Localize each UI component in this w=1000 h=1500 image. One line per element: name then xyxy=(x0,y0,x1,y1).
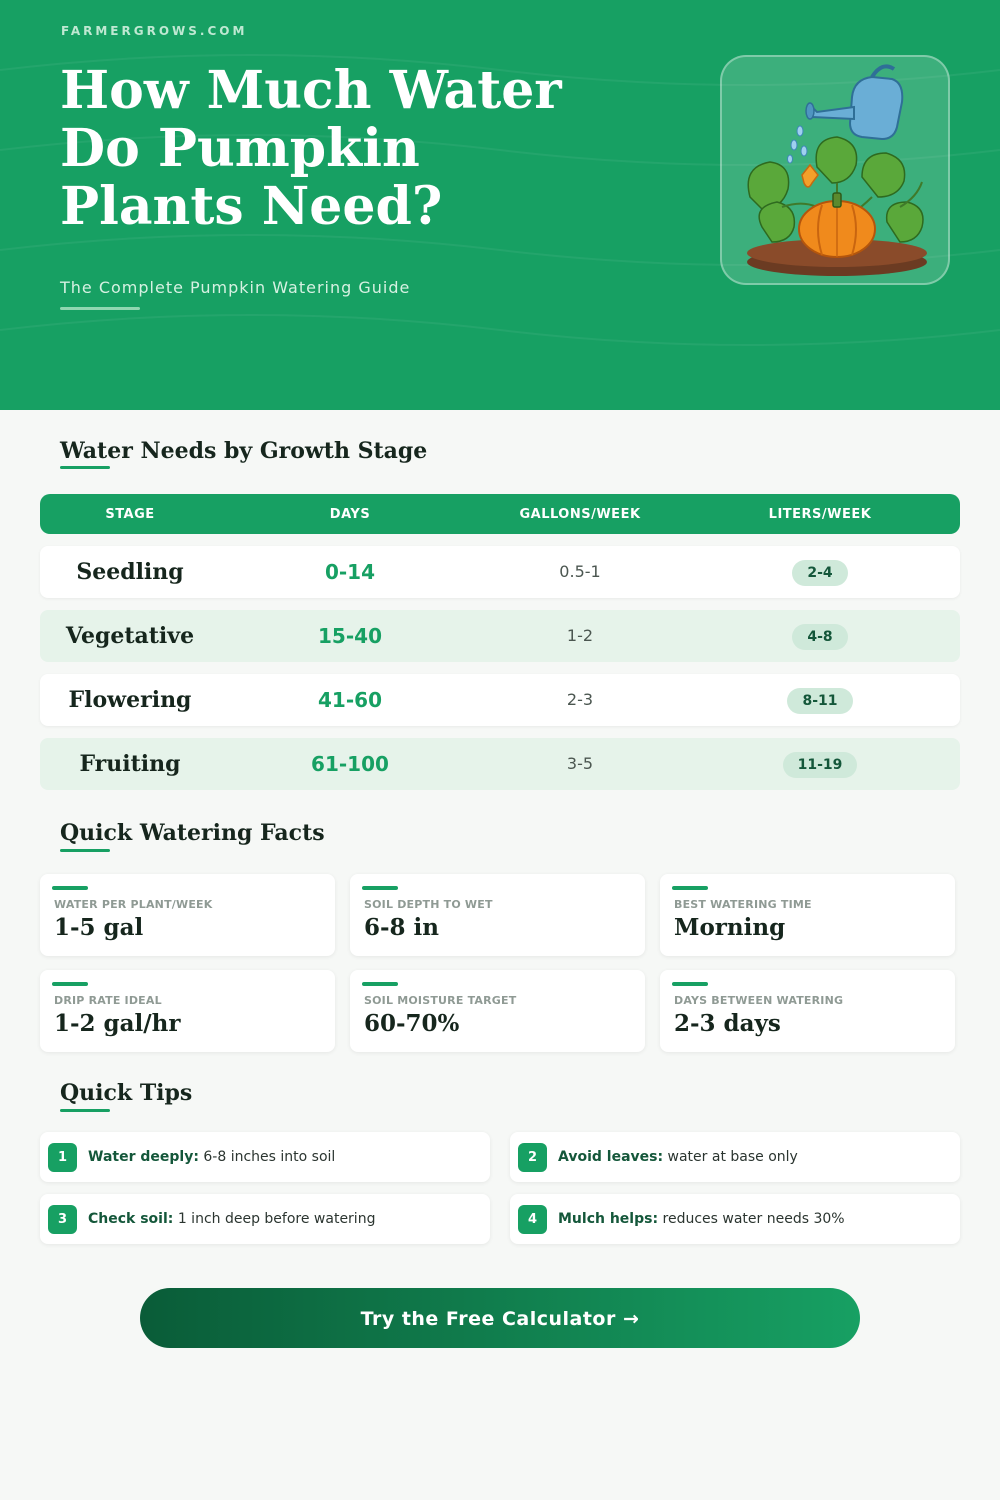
table-row-seedling xyxy=(40,546,960,598)
facts-heading: Quick Watering Facts xyxy=(60,820,325,846)
fact-label: SOIL DEPTH TO WET xyxy=(364,898,493,911)
tip-number-badge: 1 xyxy=(48,1143,77,1172)
fact-card xyxy=(40,970,335,1052)
calculator-cta-button[interactable]: Try the Free Calculator → xyxy=(140,1288,860,1348)
tip-item xyxy=(40,1194,490,1244)
tip-detail: water at base only xyxy=(663,1149,798,1165)
fact-value: 60-70% xyxy=(364,1010,460,1037)
table-header xyxy=(40,494,960,534)
tip-item xyxy=(510,1132,960,1182)
stage-name: Seedling xyxy=(76,559,184,585)
tip-text xyxy=(88,1132,335,1182)
fact-accent-bar xyxy=(52,982,88,986)
watering-can-pumpkin-illustration xyxy=(722,57,952,287)
stage-liters-badge: 11-19 xyxy=(783,752,858,778)
stage-name: Vegetative xyxy=(65,623,195,649)
watering-can-icon xyxy=(806,66,902,139)
page-title: How Much Water Do Pumpkin Plants Need? xyxy=(60,60,562,237)
stage-name: Fruiting xyxy=(79,751,181,777)
tip-text xyxy=(88,1194,375,1244)
growth-stage-heading: Water Needs by Growth Stage xyxy=(60,438,428,464)
tips-heading-underline xyxy=(60,1109,110,1112)
table-row-fruiting xyxy=(40,738,960,790)
tip-detail: 6-8 inches into soil xyxy=(198,1149,336,1165)
illustration-card xyxy=(720,55,950,285)
fact-value: Morning xyxy=(674,914,786,941)
fact-card xyxy=(660,970,955,1052)
fact-accent-bar xyxy=(362,886,398,890)
fact-value: 1-2 gal/hr xyxy=(54,1010,181,1037)
tip-number-badge: 3 xyxy=(48,1205,77,1234)
stage-liters-badge: 4-8 xyxy=(792,624,847,650)
stage-liters-badge: 8-11 xyxy=(787,688,852,714)
fact-value: 2-3 days xyxy=(674,1010,781,1037)
tip-heading: Check soil: xyxy=(88,1211,174,1227)
stage-gallons: 2-3 xyxy=(566,690,594,709)
tip-number-badge: 4 xyxy=(518,1205,547,1234)
stage-days: 0-14 xyxy=(324,560,376,584)
fact-value: 1-5 gal xyxy=(54,914,144,941)
tips-heading: Quick Tips xyxy=(60,1080,193,1106)
fact-card xyxy=(350,874,645,956)
fact-label: DAYS BETWEEN WATERING xyxy=(674,994,844,1007)
tip-heading: Mulch helps: xyxy=(558,1211,659,1227)
fact-label: BEST WATERING TIME xyxy=(674,898,812,911)
table-row-vegetative xyxy=(40,610,960,662)
fact-card xyxy=(660,874,955,956)
column-header-liters: LITERS/WEEK xyxy=(768,507,872,522)
fact-card xyxy=(40,874,335,956)
pumpkin-icon xyxy=(799,193,875,257)
stage-days: 61-100 xyxy=(311,752,389,776)
page-subtitle: The Complete Pumpkin Watering Guide xyxy=(60,278,411,297)
tip-detail: 1 inch deep before watering xyxy=(173,1211,376,1227)
fact-label: SOIL MOISTURE TARGET xyxy=(364,994,517,1007)
stage-liters-badge: 2-4 xyxy=(792,560,847,586)
column-header-days: DAYS xyxy=(329,507,371,522)
tip-item xyxy=(510,1194,960,1244)
column-header-gallons: GALLONS/WEEK xyxy=(519,507,641,522)
stage-days: 41-60 xyxy=(318,688,382,712)
tip-detail: reduces water needs 30% xyxy=(658,1211,845,1227)
tip-item xyxy=(40,1132,490,1182)
table-row-flowering xyxy=(40,674,960,726)
tip-number-badge: 2 xyxy=(518,1143,547,1172)
fact-value: 6-8 in xyxy=(364,914,440,941)
site-brand: FARMERGROWS.COM xyxy=(61,24,248,38)
subtitle-underline xyxy=(60,307,140,310)
column-header-stage: STAGE xyxy=(105,507,155,522)
fact-accent-bar xyxy=(672,982,708,986)
fact-label: DRIP RATE IDEAL xyxy=(54,994,162,1007)
stage-gallons: 0.5-1 xyxy=(559,562,601,581)
hero-banner xyxy=(0,0,1000,410)
tip-heading: Avoid leaves: xyxy=(558,1149,664,1165)
fact-accent-bar xyxy=(672,886,708,890)
fact-label: WATER PER PLANT/WEEK xyxy=(54,898,213,911)
tip-text xyxy=(558,1194,845,1244)
growth-stage-heading-underline xyxy=(60,466,110,469)
tip-text xyxy=(558,1132,798,1182)
stage-name: Flowering xyxy=(68,687,192,713)
facts-heading-underline xyxy=(60,849,110,852)
stage-gallons: 1-2 xyxy=(566,626,594,645)
fact-accent-bar xyxy=(362,982,398,986)
tip-heading: Water deeply: xyxy=(88,1149,199,1165)
fact-card xyxy=(350,970,645,1052)
fact-accent-bar xyxy=(52,886,88,890)
stage-days: 15-40 xyxy=(318,624,382,648)
stage-gallons: 3-5 xyxy=(566,754,594,773)
